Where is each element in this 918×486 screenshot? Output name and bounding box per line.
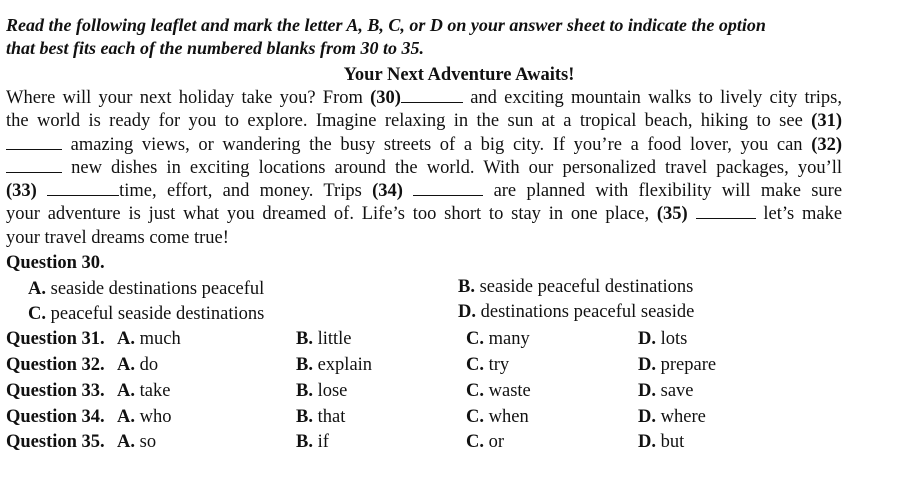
question-label: Question 35.: [6, 432, 105, 452]
blank-30: [401, 88, 463, 103]
question-label: Question 32.: [6, 355, 105, 375]
blank-34: [413, 181, 483, 196]
instructions-line-1: Read the following leaflet and mark the letter A, B, C, or D on your answer sheet to indicate the option: [6, 15, 766, 35]
question-label: Question 33.: [6, 381, 105, 401]
q30-option-c[interactable]: C. peaceful seaside destinations: [28, 304, 265, 324]
option-c[interactable]: C. waste: [466, 381, 531, 401]
passage-line-3: amazing views, or wandering the busy streets of a big city. If you’re a food lover, you can (32): [6, 134, 842, 156]
passage-line-7: your travel dreams come true!: [6, 228, 229, 248]
option-c[interactable]: C. or: [466, 432, 505, 452]
q30-option-b[interactable]: B. seaside peaceful destinations: [458, 277, 694, 297]
option-c[interactable]: C. many: [466, 329, 530, 349]
option-d[interactable]: D. but: [638, 432, 685, 452]
blank-31: [6, 135, 62, 150]
question-row: [0, 352, 918, 378]
option-a[interactable]: A. who: [117, 407, 172, 427]
question-30-label: Question 30.: [6, 253, 105, 273]
passage-line-2: the world is ready for you to explore. Imagine relaxing in the sun at a tropical beach, hiking to see (31): [6, 111, 842, 131]
question-label: Question 34.: [6, 407, 105, 427]
blank-number-35: (35): [656, 204, 688, 224]
blank-number-34: (34): [372, 181, 403, 201]
option-d[interactable]: D. prepare: [638, 355, 717, 375]
option-a[interactable]: A. take: [117, 381, 171, 401]
option-b[interactable]: B. if: [296, 432, 329, 452]
option-b[interactable]: B. that: [296, 407, 346, 427]
option-d[interactable]: D. save: [638, 381, 694, 401]
option-b[interactable]: B. explain: [296, 355, 373, 375]
option-d[interactable]: D. lots: [638, 329, 688, 349]
blank-32: [6, 158, 62, 173]
question-row: [0, 326, 918, 352]
option-b[interactable]: B. little: [296, 329, 352, 349]
blank-number-31: (31): [811, 111, 842, 131]
question-row: [0, 378, 918, 404]
blank-33: [47, 181, 119, 196]
option-a[interactable]: A. much: [117, 329, 181, 349]
question-row: [0, 429, 918, 455]
option-a[interactable]: A. so: [117, 432, 157, 452]
passage-line-6: your adventure is just what you dreamed of. Life’s too short to stay in one place, (35) let’s make: [6, 204, 843, 224]
question-row: [0, 404, 918, 430]
option-c[interactable]: C. try: [466, 355, 510, 375]
passage-line-1: Where will your next holiday take you? From (30) and exciting mountain walks to lively city trips,: [6, 88, 843, 108]
blank-number-32: (32): [811, 135, 843, 155]
passage-line-4: new dishes in exciting locations around the world. With our personalized travel packages, you’ll: [6, 157, 842, 179]
blank-35: [696, 204, 756, 219]
option-c[interactable]: C. when: [466, 407, 529, 427]
blank-number-30: (30): [370, 88, 401, 108]
q30-option-a[interactable]: A. seaside destinations peaceful: [28, 279, 265, 299]
option-a[interactable]: A. do: [117, 355, 159, 375]
q30-option-d[interactable]: D. destinations peaceful seaside: [458, 302, 695, 322]
option-b[interactable]: B. lose: [296, 381, 348, 401]
instructions-line-2: that best fits each of the numbered blanks from 30 to 35.: [6, 38, 425, 58]
option-d[interactable]: D. where: [638, 407, 706, 427]
question-label: Question 31.: [6, 329, 105, 349]
passage-line-5: (33) time, effort, and money. Trips (34) are planned with flexibility will make sure: [6, 181, 843, 201]
leaflet-title: Your Next Adventure Awaits!: [343, 65, 575, 85]
blank-number-33: (33): [6, 181, 37, 201]
